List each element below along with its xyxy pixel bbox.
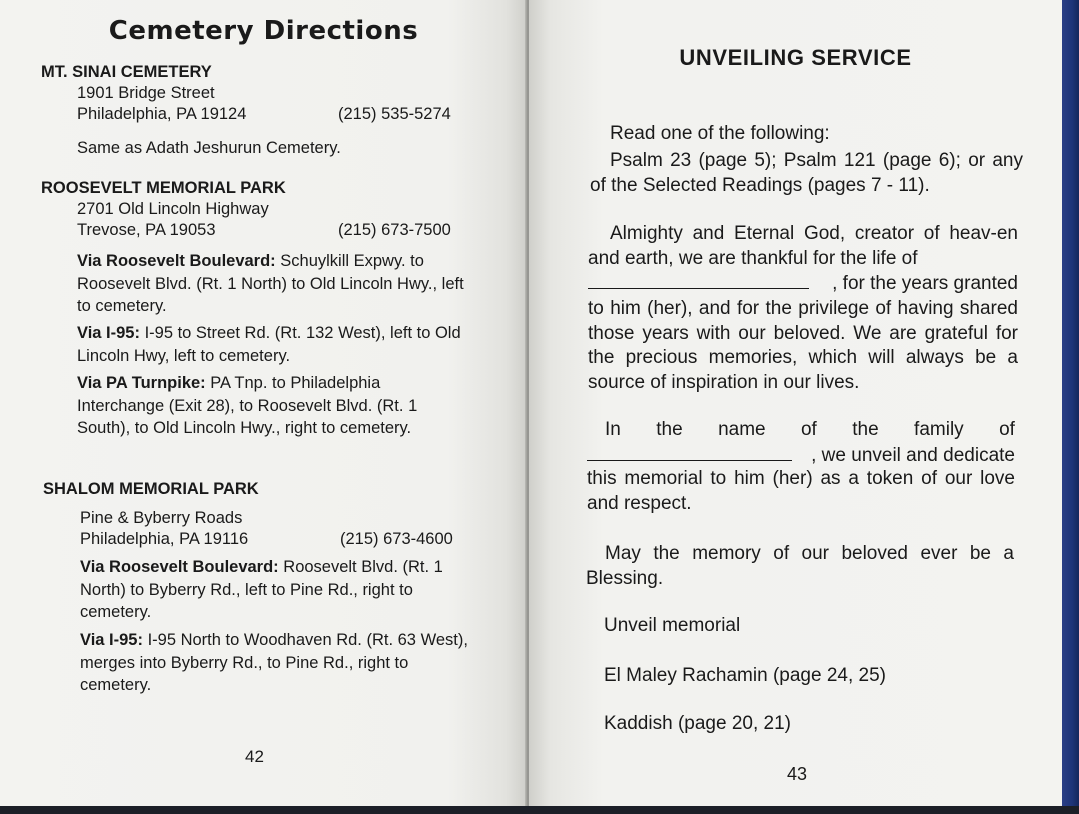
address-line: Philadelphia, PA 19124: [77, 105, 247, 123]
directions-text: [77, 372, 437, 440]
left-page: [0, 0, 527, 808]
directions-label: Via Roosevelt Boulevard:: [77, 252, 276, 270]
family-name-blank: [587, 444, 792, 461]
directions-body: Same as Adath Jeshurun Cemetery.: [77, 139, 341, 157]
directions-text: [77, 322, 462, 367]
directions-body: I-95 to Street Rd. (Rt. 132 West), left to Old Lincoln Hwy, left to cemetery.: [77, 324, 461, 365]
name-blank: [588, 272, 809, 289]
dedication-text: , we unveil and dedicate: [811, 445, 1015, 466]
directions-label: Via I-95:: [80, 631, 143, 649]
service-step: Kaddish (page 20, 21): [604, 713, 791, 734]
address-line: Pine & Byberry Roads: [80, 509, 243, 527]
prayer-text: Almighty and Eternal God, creator of heav-en and earth, we are thankful for the life of: [588, 223, 1018, 269]
directions-body: Schuylkill Expwy. to Roosevelt Blvd. (Rt. 1 North) to Old Lincoln Hwy., left to cemetery.: [77, 252, 464, 315]
family-word: family: [914, 419, 964, 440]
directions-text: [80, 629, 475, 697]
directions-body: PA Tnp. to Philadelphia Interchange (Exit 28), to Roosevelt Blvd. (Rt. 1 South), to Old Lincoln Hwy., right to cemetery.: [77, 374, 418, 437]
dedication-text: this memorial to him (her) as a token of our love and respect.: [587, 468, 1015, 514]
reading-intro: Read one of the following:: [610, 123, 830, 144]
prayer-text: , for the years granted: [832, 273, 1018, 294]
section-heading-roosevelt: ROOSEVELT MEMORIAL PARK: [41, 179, 286, 197]
page-title: UNVEILING SERVICE: [679, 45, 912, 70]
address-line: 1901 Bridge Street: [77, 84, 215, 102]
address-line: Trevose, PA 19053: [77, 221, 216, 239]
family-word: name: [718, 419, 766, 440]
family-word: In: [605, 419, 621, 440]
directions-text: [77, 250, 467, 318]
directions-label: Via I-95:: [77, 324, 140, 342]
family-line: [605, 419, 1015, 441]
directions-body: I-95 North to Woodhaven Rd. (Rt. 63 West), merges into Byberry Rd., to Pine Rd., right to cemetery.: [80, 631, 468, 694]
family-word: the: [656, 419, 683, 440]
directions-label: Via Roosevelt Boulevard:: [80, 558, 279, 576]
book-cover-edge: [1062, 0, 1079, 814]
page-number: 42: [245, 747, 264, 766]
page-title: Cemetery Directions: [108, 16, 419, 46]
reading-options: Psalm 23 (page 5); Psalm 121 (page 6); or any of the Selected Readings (pages 7 - 11).: [590, 150, 1023, 196]
book-bottom-edge: [0, 806, 1079, 814]
dedication-name-line: [587, 444, 1015, 467]
address-line: 2701 Old Lincoln Highway: [77, 200, 269, 218]
address-line: Philadelphia, PA 19116: [80, 530, 249, 548]
family-word: of: [999, 419, 1015, 440]
section-heading-mt-sinai: MT. SINAI CEMETERY: [41, 63, 212, 81]
family-word: the: [852, 419, 879, 440]
section-heading-shalom: SHALOM MEMORIAL PARK: [43, 480, 259, 498]
phone-number: (215) 673-4600: [340, 530, 453, 548]
right-page: [529, 0, 1062, 808]
directions-text: [80, 556, 470, 624]
phone-number: (215) 673-7500: [338, 221, 451, 239]
directions-text: [77, 137, 497, 160]
prayer-text: to him (her), and for the privilege of having shared those years with our beloved. We are grateful for the precious memories, which will always be a source of inspiration in our lives.: [588, 298, 1018, 393]
directions-label: Via PA Turnpike:: [77, 374, 206, 392]
service-step: El Maley Rachamin (page 24, 25): [604, 665, 886, 686]
directions-body: Roosevelt Blvd. (Rt. 1 North) to Byberry Rd., left to Pine Rd., right to cemetery.: [80, 558, 443, 621]
family-word: of: [800, 419, 817, 440]
blessing-text: May the memory of our beloved ever be a Blessing.: [586, 543, 1014, 589]
service-step: Unveil memorial: [604, 615, 741, 636]
prayer-name-line: [588, 272, 1018, 295]
phone-number: (215) 535-5274: [338, 105, 451, 123]
page-number: 43: [787, 764, 808, 784]
